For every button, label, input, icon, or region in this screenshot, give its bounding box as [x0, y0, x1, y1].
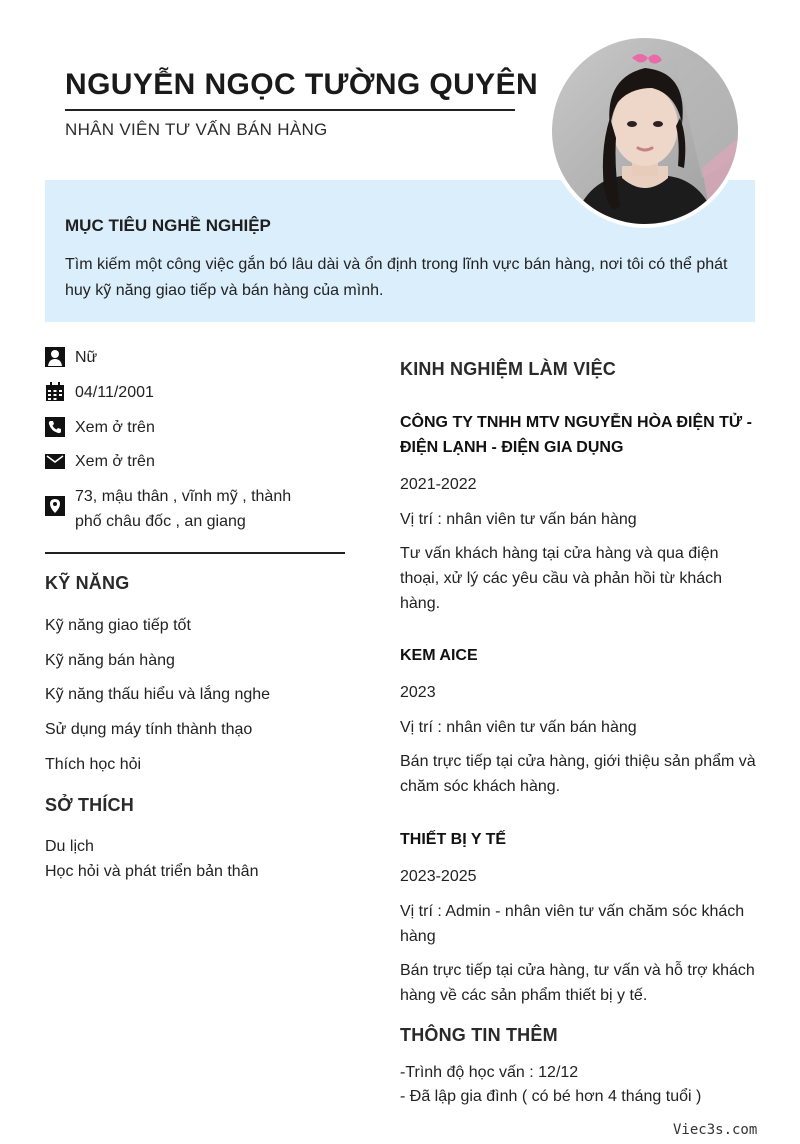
skill-item: Thích học hỏi [45, 756, 142, 773]
job-description: Bán trực tiếp tại cửa hàng, tư vấn và hỗ trợ khách hàng về các sản phẩm thiết bị y tế. [400, 962, 755, 1004]
job-title: NHÂN VIÊN TƯ VẤN BÁN HÀNG [65, 120, 328, 139]
location-icon [45, 496, 65, 516]
gender-value: Nữ [75, 349, 98, 366]
skill-item: Kỹ năng bán hàng [45, 652, 175, 669]
extra-line: -Trình độ học vấn : 12/12 [400, 1064, 579, 1081]
mail-icon [45, 451, 65, 471]
hobby-item: Học hỏi và phát triển bản thân [45, 863, 259, 880]
candidate-name: NGUYỄN NGỌC TƯỜNG QUYÊN [65, 68, 539, 101]
address-value: 73, mậu thân , vĩnh mỹ , thành phố châu đốc , an giang [75, 488, 292, 530]
calendar-icon [45, 382, 65, 402]
phone-icon [45, 417, 65, 437]
job-position: Vị trí : Admin - nhân viên tư vấn chăm sóc khách hàng [400, 903, 745, 945]
job-description: Tư vấn khách hàng tại cửa hàng và qua điện thoại, xử lý các yêu cầu và phản hồi từ khách hàng. [400, 545, 723, 612]
objective-heading: MỤC TIÊU NGHỀ NGHIỆP [65, 216, 271, 235]
experience-heading: KINH NGHIỆM LÀM VIỆC [400, 359, 617, 379]
skill-item: Kỹ năng giao tiếp tốt [45, 617, 191, 634]
hobbies-heading: SỞ THÍCH [45, 795, 134, 815]
job-position: Vị trí : nhân viên tư vấn bán hàng [400, 511, 637, 528]
info-phone [45, 415, 345, 440]
job-period: 2023-2025 [400, 868, 477, 885]
info-email [45, 449, 345, 474]
person-icon [45, 347, 65, 367]
extra-heading: THÔNG TIN THÊM [400, 1025, 558, 1045]
skill-item: Kỹ năng thấu hiểu và lắng nghe [45, 686, 271, 703]
job-description: Bán trực tiếp tại cửa hàng, giới thiệu sản phẩm và chăm sóc khách hàng. [400, 753, 756, 795]
info-birthday [45, 380, 345, 405]
job-period: 2023 [400, 684, 436, 701]
skill-item: Sử dụng máy tính thành thạo [45, 721, 253, 738]
job-company: THIẾT BỊ Y TẾ [400, 831, 507, 848]
job-position: Vị trí : nhân viên tư vấn bán hàng [400, 719, 637, 736]
birthday-value: 04/11/2001 [75, 384, 154, 401]
job-company: KEM AICE [400, 647, 478, 664]
watermark: Viec3s.com [673, 1122, 758, 1138]
hobby-item: Du lịch [45, 838, 94, 855]
skills-heading: KỸ NĂNG [45, 573, 130, 593]
info-gender [45, 345, 345, 370]
avatar [548, 34, 742, 228]
objective-text: Tìm kiếm một công việc gắn bó lâu dài và ổn định trong lĩnh vực bán hàng, nơi tôi có thể phát huy kỹ năng giao tiếp và bán hàng của mình. [65, 256, 728, 299]
job-period: 2021-2022 [400, 476, 477, 493]
name-underline [65, 109, 515, 111]
extra-line: - Đã lập gia đình ( có bé hơn 4 tháng tuổi ) [400, 1088, 702, 1105]
job-company: CÔNG TY TNHH MTV NGUYỄN HÒA ĐIỆN TỬ - ĐIỆN LẠNH - ĐIỆN GIA DỤNG [400, 414, 752, 456]
phone-value[interactable]: Xem ở trên [75, 419, 155, 436]
info-address [45, 484, 345, 534]
email-value[interactable]: Xem ở trên [75, 453, 155, 470]
left-divider [45, 552, 345, 554]
